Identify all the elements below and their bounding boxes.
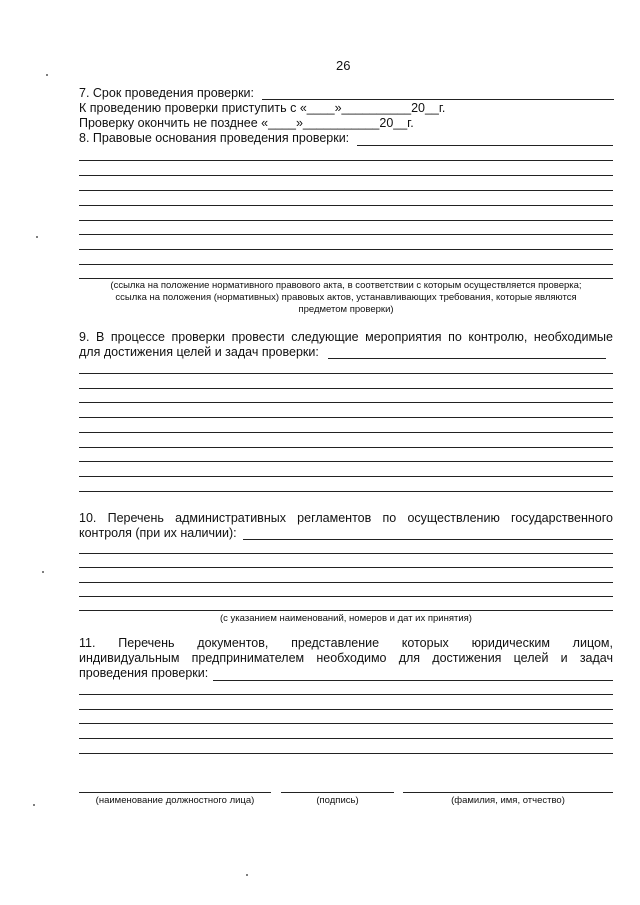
section9-line1: 9. В процессе проверки провести следующие мероприятия по контролю, необходимые <box>79 330 613 344</box>
scan-speck <box>246 874 248 876</box>
section10-line <box>79 553 613 554</box>
section8-line <box>79 220 613 221</box>
section9-line <box>79 447 613 448</box>
section11-line <box>79 738 613 739</box>
section11-line1: 11. Перечень документов, представление которых юридическим лицом, <box>79 636 613 650</box>
scan-speck <box>36 236 38 238</box>
section11-line <box>79 709 613 710</box>
signature-line <box>281 792 394 793</box>
section9-line <box>79 373 613 374</box>
section8-line <box>79 205 613 206</box>
position-caption: (наименование должностного лица) <box>95 795 255 806</box>
section9-line <box>79 432 613 433</box>
section8-caption-line2: ссылка на положения (нормативных) правовых актов, устанавливающих требования, которые являются <box>115 292 577 303</box>
section10-line <box>79 596 613 597</box>
section8-line <box>79 175 613 176</box>
section8-line <box>79 190 613 191</box>
section7-end-line: Проверку окончить не позднее «____»___________20__г. <box>79 116 414 130</box>
section11-line <box>79 723 613 724</box>
section8-line <box>79 249 613 250</box>
section10-caption: (с указанием наименований, номеров и дат их принятия) <box>220 613 472 624</box>
section10-line <box>79 610 613 611</box>
section9-line <box>79 402 613 403</box>
section10-line1: 10. Перечень административных регламентов по осуществлению государственного <box>79 511 613 525</box>
scan-speck <box>33 804 35 806</box>
name-signature-line <box>403 792 613 793</box>
section8-line <box>79 264 613 265</box>
section11-line <box>79 753 613 754</box>
section9-line <box>79 461 613 462</box>
section10-line <box>79 567 613 568</box>
section11-line2: индивидуальным предпринимателем необходимо для достижения целей и задач <box>79 651 613 665</box>
section7-title: 7. Срок проведения проверки: <box>79 86 254 100</box>
section8-line <box>79 160 613 161</box>
page-number: 26 <box>336 58 351 73</box>
section11-fill-line <box>213 680 613 681</box>
section8-line <box>79 278 613 279</box>
section8-caption-line1: (ссылка на положение нормативного правового акта, в соответствии с которым осуществляется проверка; <box>110 280 582 291</box>
section8-caption-line3: предметом проверки) <box>298 304 394 315</box>
section9-fill-line <box>328 358 606 359</box>
section11-line <box>79 694 613 695</box>
section9-line <box>79 388 613 389</box>
position-signature-line <box>79 792 271 793</box>
section9-line <box>79 491 613 492</box>
section11-line3: проведения проверки: <box>79 666 209 680</box>
section8-title: 8. Правовые основания проведения проверки: <box>79 131 350 145</box>
section10-line2: контроля (при их наличии): <box>79 526 237 540</box>
section8-line <box>79 234 613 235</box>
section9-line2: для достижения целей и задач проверки: <box>79 345 319 359</box>
section9-line <box>79 476 613 477</box>
section7-fill-line <box>262 99 614 100</box>
section8-fill-line <box>357 145 613 146</box>
section7-start-line: К проведению проверки приступить с «____»__________20__г. <box>79 101 446 115</box>
section10-line <box>79 582 613 583</box>
section10-fill-line <box>243 539 613 540</box>
section9-line <box>79 417 613 418</box>
scan-speck <box>46 74 48 76</box>
name-caption: (фамилия, имя, отчество) <box>451 795 565 806</box>
scan-speck <box>42 571 44 573</box>
signature-caption: (подпись) <box>316 795 359 806</box>
section8-caption <box>79 280 613 316</box>
